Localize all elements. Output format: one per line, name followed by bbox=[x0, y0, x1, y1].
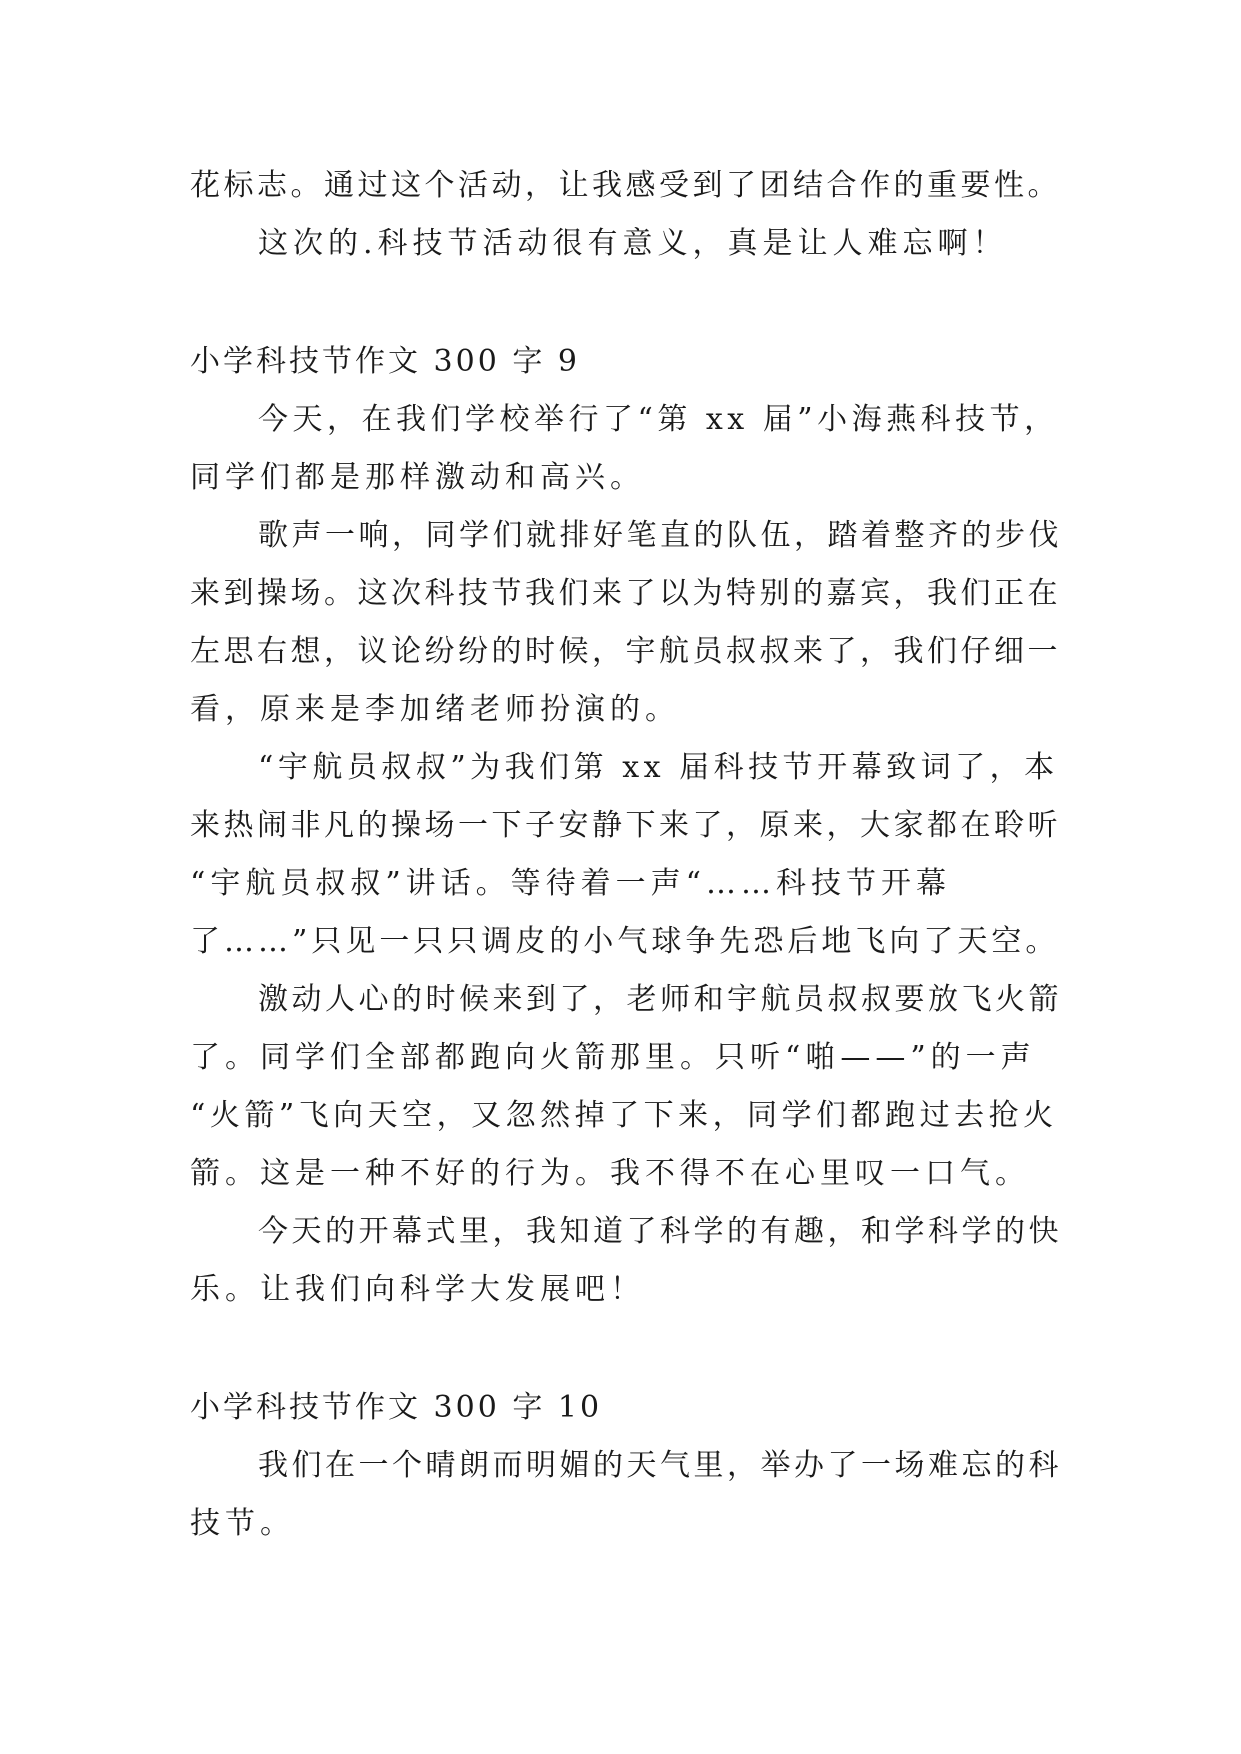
paragraph-line: “宇航员叔叔”为我们第 xx 届科技节开幕致词了，本 bbox=[258, 750, 1059, 785]
paragraph-line: 我们在一个晴朗而明媚的天气里，举办了一场难忘的科 bbox=[258, 1448, 1062, 1483]
document-body bbox=[190, 157, 1065, 1553]
paragraph-line: 了。同学们全部都跑向火箭那里。只听“啪——”的一声 bbox=[190, 1040, 1036, 1075]
paragraph-line: 左思右想，议论纷纷的时候，宇航员叔叔来了，我们仔细一 bbox=[190, 634, 1061, 669]
paragraph-line: 花标志。通过这个活动，让我感受到了团结合作的重要性。 bbox=[190, 168, 1061, 203]
section-heading-9: 小学科技节作文 300 字 9 bbox=[190, 344, 580, 379]
paragraph-line: 乐。让我们向科学大发展吧！ bbox=[190, 1272, 645, 1307]
paragraph-line: “火箭”飞向天空，又忽然掉了下来，同学们都跑过去抢火 bbox=[190, 1098, 1058, 1133]
paragraph-line: 来到操场。这次科技节我们来了以为特别的嘉宾，我们正在 bbox=[190, 576, 1061, 611]
paragraph-line: 激动人心的时候来到了，老师和宇航员叔叔要放飞火箭 bbox=[258, 982, 1062, 1017]
section-spacer bbox=[190, 273, 1065, 333]
paragraph-line: 同学们都是那样激动和高兴。 bbox=[190, 460, 645, 495]
paragraph-line: 歌声一响，同学们就排好笔直的队伍，踏着整齐的步伐 bbox=[258, 518, 1062, 553]
section-heading-10: 小学科技节作文 300 字 10 bbox=[190, 1390, 603, 1425]
paragraph-line: 今天，在我们学校举行了“第 xx 届”小海燕科技节， bbox=[258, 402, 1059, 437]
paragraph-line: 技节。 bbox=[190, 1506, 295, 1541]
paragraph-line: 看，原来是李加绪老师扮演的。 bbox=[190, 692, 680, 727]
paragraph-line: 箭。这是一种不好的行为。我不得不在心里叹一口气。 bbox=[190, 1156, 1030, 1191]
section-spacer bbox=[190, 1319, 1065, 1379]
paragraph-line: 这次的.科技节活动很有意义，真是让人难忘啊！ bbox=[258, 226, 1008, 261]
paragraph-line: 今天的开幕式里，我知道了科学的有趣，和学科学的快 bbox=[258, 1214, 1062, 1249]
paragraph-line: 来热闹非凡的操场一下子安静下来了，原来，大家都在聆听 bbox=[190, 808, 1061, 843]
paragraph-line: “宇航员叔叔”讲话。等待着一声“……科技节开幕 bbox=[190, 866, 952, 901]
paragraph-line: 了……”只见一只只调皮的小气球争先恐后地飞向了天空。 bbox=[190, 924, 1060, 959]
